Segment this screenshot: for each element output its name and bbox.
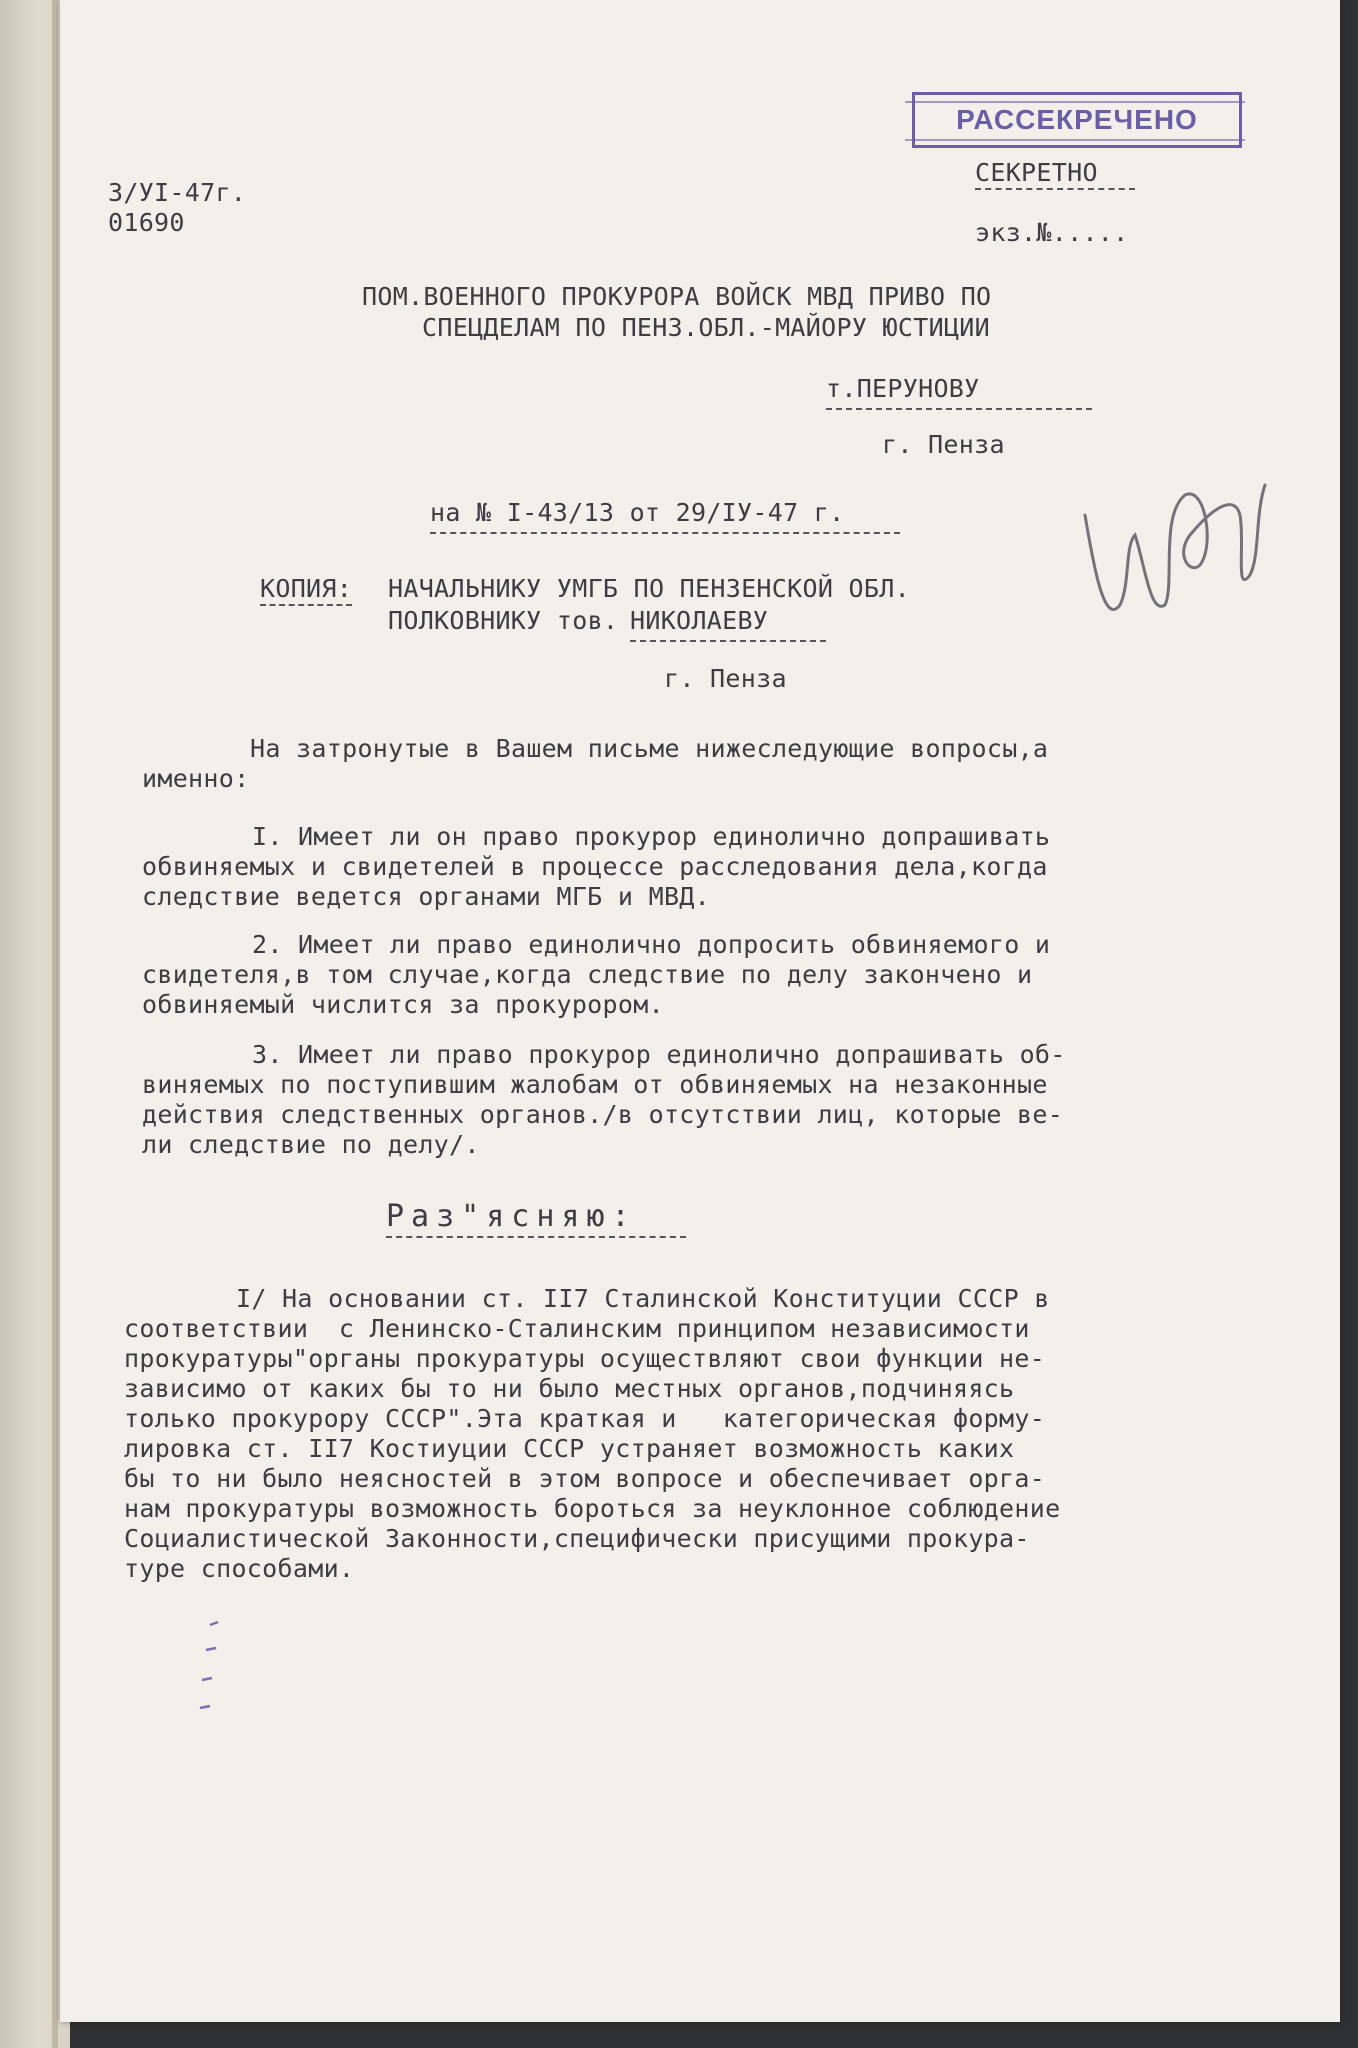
binding-edge <box>52 0 58 2048</box>
secrecy-underline <box>975 188 1135 192</box>
copy-city: г. Пенза <box>664 664 787 693</box>
answer-line: только прокурору СССР".Эта краткая и категорическая форму- <box>124 1404 1046 1433</box>
question-3-line: ли следствие по делу/. <box>142 1130 480 1159</box>
handwritten-signature-icon <box>1065 455 1305 655</box>
reference-number: на № I-43/13 от 29/IУ-47 г. <box>430 498 900 534</box>
intro-line-1: На затронутые в Вашем письме нижеследующие вопросы,а <box>250 734 1049 763</box>
document-number: 01690 <box>108 208 185 237</box>
addressee-city: г. Пенза <box>882 430 1005 459</box>
ink-marks-icon <box>190 1620 230 1730</box>
answer-line: I/ На основании ст. II7 Сталинской Конституции СССР в <box>236 1284 1050 1313</box>
question-2-line: обвиняемый числится за прокурором. <box>142 990 664 1019</box>
secrecy-label: СЕКРЕТНО <box>975 158 1098 187</box>
answer-line: зависимо от каких бы то ни было местных органов,подчиняясь <box>124 1374 1015 1403</box>
addressee-name: т.ПЕРУНОВУ <box>826 374 1092 410</box>
document-page <box>60 0 1340 2022</box>
question-3-line: виняемых по поступившим жалобам от обвиняемых на незаконные <box>142 1070 1048 1099</box>
declassified-stamp: РАССЕКРЕЧЕНО <box>912 92 1242 148</box>
answer-line: туре способами. <box>124 1554 355 1583</box>
document-date: 3/УI-47г. <box>108 178 247 207</box>
answer-line: соответствии с Ленинско-Сталинским принципом независимости <box>124 1314 1030 1343</box>
answer-line: лировка ст. II7 Костиуции СССР устраняет возможность каких <box>124 1434 1015 1463</box>
answer-line: Социалистической Законности,специфически присущими прокура- <box>124 1524 1030 1553</box>
explanation-heading: Раз"ясняю: <box>386 1202 686 1238</box>
copy-line-1: НАЧАЛЬНИКУ УМГБ ПО ПЕНЗЕНСКОЙ ОБЛ. <box>388 574 910 603</box>
copy-name: НИКОЛАЕВУ <box>630 606 826 642</box>
addressee-line-2: СПЕЦДЕЛАМ ПО ПЕНЗ.ОБЛ.-МАЙОРУ ЮСТИЦИИ <box>422 313 990 342</box>
question-1-line: I. Имеет ли он право прокурор единолично допрашивать <box>252 822 1051 851</box>
question-1-line: обвиняемых и свидетелей в процессе расследования дела,когда <box>142 852 1048 881</box>
copy-number: экз.№..... <box>975 218 1129 247</box>
intro-line-2: именно: <box>142 764 250 793</box>
addressee-line-1: ПОМ.ВОЕННОГО ПРОКУРОРА ВОЙСК МВД ПРИВО ПО <box>362 282 992 311</box>
copy-line-2: ПОЛКОВНИКУ тов. <box>388 606 619 635</box>
question-2-line: свидетеля,в том случае,когда следствие по делу закончено и <box>142 960 1033 989</box>
question-3-line: действия следственных органов./в отсутствии лиц, которые ве- <box>142 1100 1064 1129</box>
copy-label: КОПИЯ: <box>260 574 352 606</box>
answer-line: прокуратуры"органы прокуратуры осуществляют свои функции не- <box>124 1344 1046 1373</box>
question-2-line: 2. Имеет ли право единолично допросить обвиняемого и <box>252 930 1051 959</box>
question-3-line: 3. Имеет ли право прокурор единолично допрашивать об- <box>252 1040 1066 1069</box>
answer-line: бы то ни было неясностей в этом вопросе и обеспечивает орга- <box>124 1464 1046 1493</box>
question-1-line: следствие ведется органами МГБ и МВД. <box>142 882 710 911</box>
answer-line: нам прокуратуры возможность бороться за неуклонное соблюдение <box>124 1494 1061 1523</box>
